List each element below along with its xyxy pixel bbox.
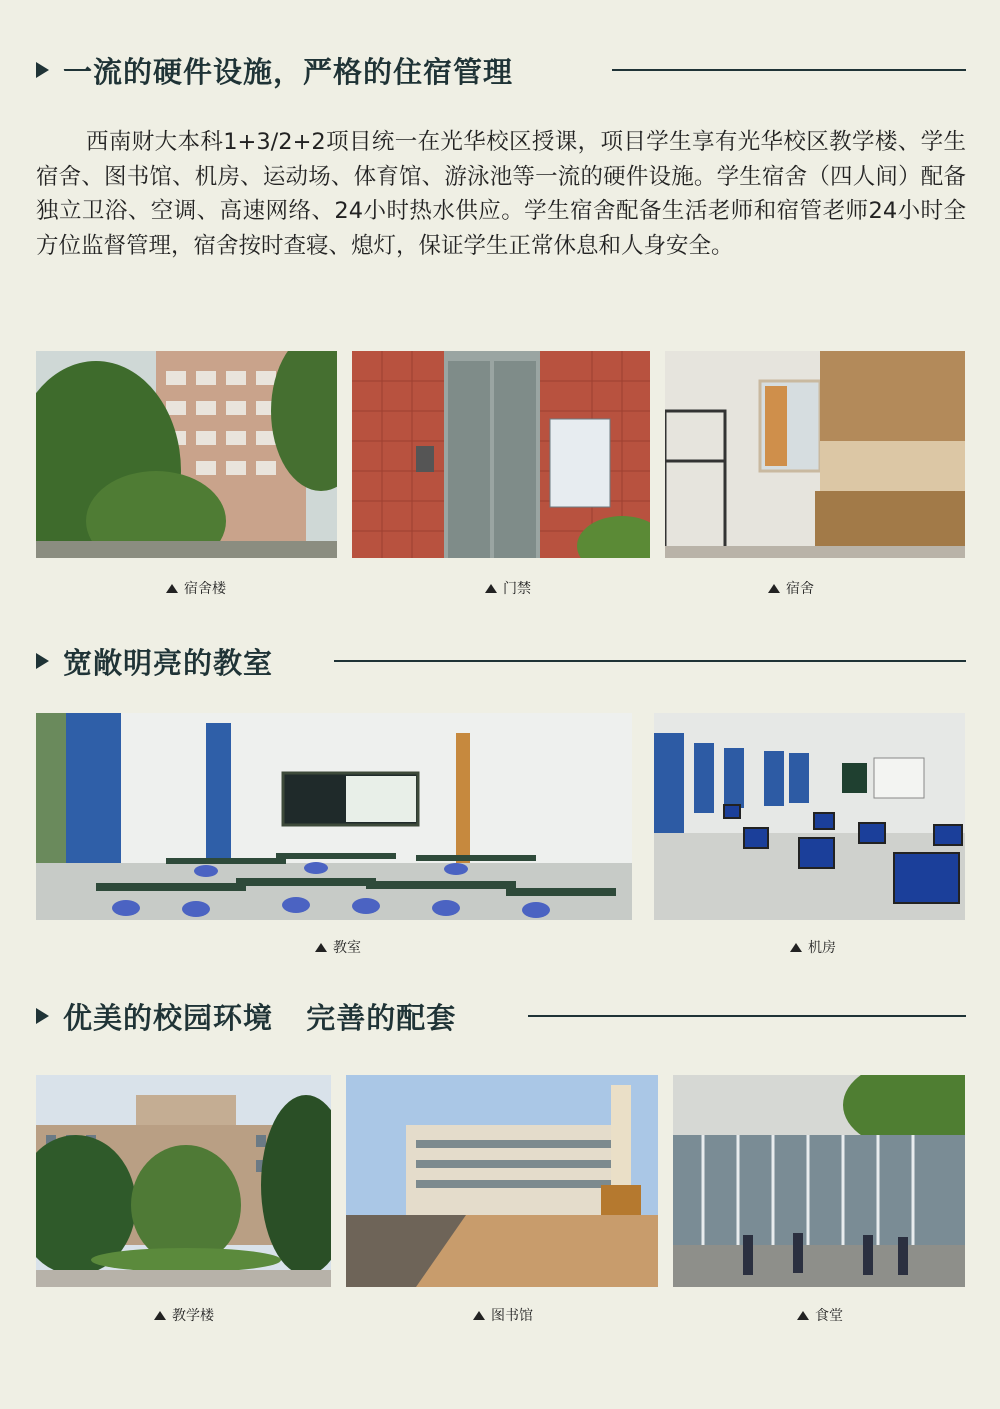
photo-caption [154, 1305, 214, 1325]
triangle-bullet-icon [36, 653, 49, 669]
photo-caption [485, 578, 531, 598]
dorm-room-photo [665, 351, 965, 558]
access-gate-photo [352, 351, 650, 558]
computer-room-photo [654, 713, 965, 920]
caption-text: 食堂 [815, 1308, 843, 1324]
caption-triangle-icon [166, 584, 178, 593]
caption-text: 教室 [333, 940, 361, 956]
photo-caption [315, 937, 361, 957]
caption-text: 宿舍 [786, 581, 814, 597]
photo-caption [768, 578, 814, 598]
caption-text: 机房 [808, 940, 836, 956]
dorm-building-photo [36, 351, 337, 558]
section-title: 优美的校园环境 完善的配套 [63, 1000, 457, 1035]
teaching-building-photo [36, 1075, 331, 1287]
photo-caption [797, 1305, 843, 1325]
canteen-photo [673, 1075, 965, 1287]
library-photo [346, 1075, 658, 1287]
caption-text: 教学楼 [172, 1308, 214, 1324]
section-header-facilities [36, 50, 513, 90]
section-header-classrooms [36, 641, 273, 681]
caption-triangle-icon [797, 1311, 809, 1320]
divider-line [528, 1015, 966, 1017]
caption-triangle-icon [768, 584, 780, 593]
caption-text: 图书馆 [491, 1308, 533, 1324]
caption-text: 门禁 [503, 581, 531, 597]
intro-paragraph: 西南财大本科1+3/2+2项目统一在光华校区授课，项目学生享有光华校区教学楼、学生宿舍、图书馆、机房、运动场、体育馆、游泳池等一流的硬件设施。学生宿舍（四人间）配备独立卫浴、空调、高速网络、24小时热水供应。学生宿舍配备生活老师和宿管老师24小时全方位监督管理，宿舍按时查寝、熄灯，保证学生正常休息和人身安全。 [36, 129, 966, 259]
photo-caption [473, 1305, 533, 1325]
classroom-photo [36, 713, 632, 920]
divider-line [612, 69, 966, 71]
section-header-campus [36, 996, 456, 1036]
divider-line [334, 660, 966, 662]
photo-caption [166, 578, 226, 598]
photo-caption [790, 937, 836, 957]
caption-triangle-icon [790, 943, 802, 952]
caption-triangle-icon [485, 584, 497, 593]
section-title: 宽敞明亮的教室 [63, 645, 274, 680]
section-title: 一流的硬件设施，严格的住宿管理 [63, 54, 514, 89]
caption-triangle-icon [315, 943, 327, 952]
caption-triangle-icon [154, 1311, 166, 1320]
triangle-bullet-icon [36, 1008, 49, 1024]
caption-text: 宿舍楼 [184, 581, 226, 597]
caption-triangle-icon [473, 1311, 485, 1320]
triangle-bullet-icon [36, 62, 49, 78]
